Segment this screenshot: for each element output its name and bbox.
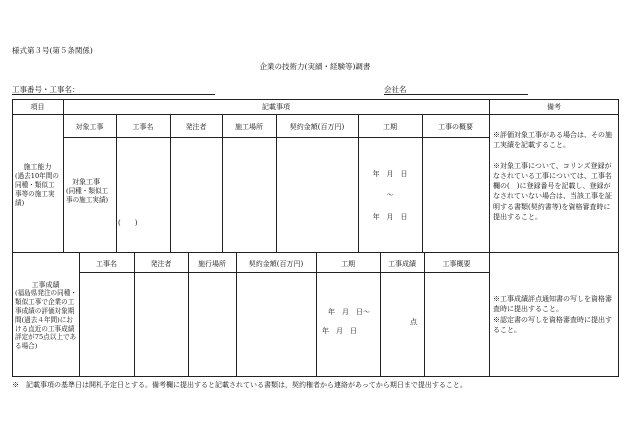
head-content: 記載事項	[262, 103, 290, 111]
s1-col-line-6	[422, 114, 423, 252]
s2-col-period: 工期	[341, 260, 355, 268]
project-underline	[12, 94, 215, 95]
sec2-colhead-line	[79, 272, 489, 273]
document-title: 企業の技術力(実績・経験等)調書	[259, 62, 371, 71]
s2-col-line-1	[134, 252, 135, 377]
s1-target-note: (同種・類似工事の施工実績)	[66, 187, 109, 204]
s2-col-summary: 工事概要	[442, 260, 471, 268]
s1-col-amount: 契約金額(百万円)	[289, 123, 345, 131]
sec2-label-note: (福島県発注の同種・類似工事で企業の工事成績の評価対象期間(過去４年間)における直近の工事成績評定が75点以上である場合)	[15, 289, 77, 351]
s1-col-line-1	[116, 114, 117, 252]
sec1-label-note: (過去10年間の同種・類似工事等の施工実績)	[15, 172, 59, 207]
s1-remark-1: ※評価対象工事がある場合は、その施工実績を記載すること。	[493, 131, 612, 150]
s1-remark-2: ※対象工事について、コリンズ登録がなされている工事については、工事名欄の( )に登録番号を記載し、登録がなされていない場合は、当該工事を証明する書類(契約書等)を資格審査時に提出すること。	[493, 162, 612, 221]
company-underline	[384, 94, 528, 95]
s1-period-tilde: ～	[386, 191, 394, 199]
s2-col-line-5	[380, 252, 381, 377]
s2-remark-1: ※工事成績評点通知書の写しを資格審査時に提出すること。	[493, 295, 612, 314]
s1-col-line-2	[170, 114, 171, 252]
sec2-label-title: 工事成績	[31, 281, 60, 289]
s1-target-title: 対象工事	[72, 178, 100, 186]
s1-col-summary: 工事の概要	[438, 123, 473, 131]
s1-period-end: 年 月 日	[372, 213, 408, 221]
s2-period-start: 年 月 日～	[328, 308, 370, 316]
s2-col-line-6	[424, 252, 425, 377]
head-item: 項目	[30, 103, 45, 111]
s1-col-line-3	[222, 114, 223, 252]
s2-col-line-3	[236, 252, 237, 377]
s2-remark-2: ※認定書の写しを資格審査時に提出すること。	[493, 316, 612, 335]
s1-col-name: 工事名	[132, 123, 154, 131]
item-col-divider-bottom	[79, 252, 80, 377]
project-label: 工事番号・工事名：	[12, 85, 80, 94]
s2-period-end: 年 月 日	[322, 327, 357, 335]
s1-col-place: 施工場所	[235, 123, 263, 131]
s2-col-name: 工事名	[96, 260, 117, 268]
s1-name-paren: ( )	[118, 219, 138, 227]
s2-col-orderer: 発注者	[150, 260, 172, 268]
s1-col-line-5	[358, 114, 359, 252]
s1-col-line-4	[276, 114, 277, 252]
sec1-label-title: 施工能力	[23, 163, 52, 171]
s2-col-place: 施行場所	[198, 260, 226, 268]
s1-col-target: 対象工事	[75, 123, 104, 131]
s1-col-orderer: 発注者	[185, 123, 207, 131]
company-label: 会社名	[384, 85, 407, 94]
s1-col-period: 工期	[383, 123, 397, 131]
s2-col-amount: 契約金額(百万円)	[248, 260, 304, 268]
s1-period-start: 年 月 日	[372, 170, 408, 178]
remarks-col-divider	[489, 99, 490, 377]
footnote: ※ 記載事項の基準日は開札予定日とする。備考欄に提出すると記載されている書類は，契約権者から連絡があってから期日まで提出すること。	[12, 381, 467, 389]
s2-col-score: 工事成績	[388, 260, 416, 268]
form-number: 様式第３号(第５条関係)	[12, 46, 93, 55]
header-row-line	[12, 114, 619, 115]
s2-col-line-2	[188, 252, 189, 377]
head-remarks: 備考	[547, 103, 561, 111]
s2-col-line-4	[316, 252, 317, 377]
s2-score-unit: 点	[410, 318, 417, 326]
